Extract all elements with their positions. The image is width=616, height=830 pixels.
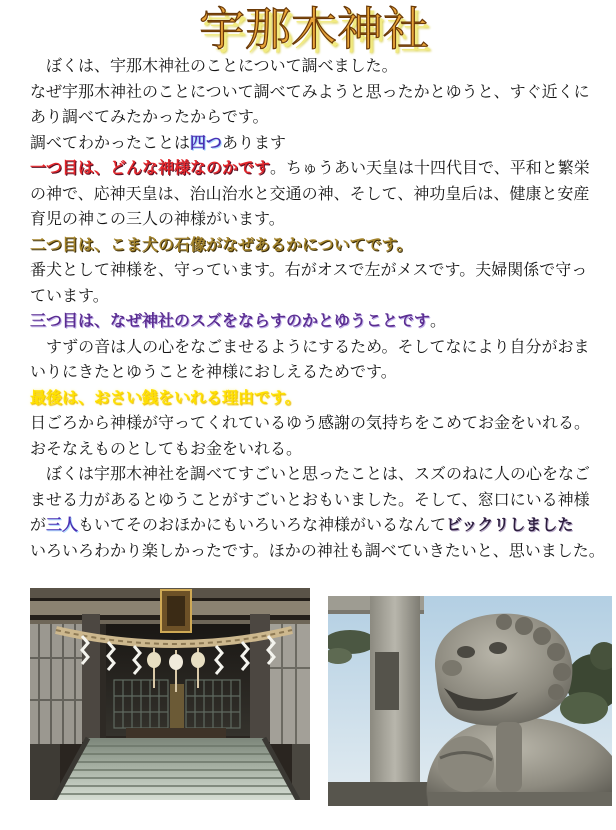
finding-3-heading-end: 。: [430, 311, 447, 330]
findings-count: 四つ: [190, 132, 223, 152]
conclusion-count-emphasis: 三人: [46, 515, 79, 534]
finding-2-text: ています。: [30, 285, 109, 305]
page-title: 宇那木神社: [199, 2, 429, 56]
finding-3-heading-line: [30, 308, 612, 334]
findings-summary-line: [30, 130, 612, 156]
conclusion-line: [30, 461, 612, 487]
motive-text: なぜ宇那木神社のことについて調べてみようと思ったかとゆうと、すぐ近くに: [30, 81, 590, 101]
ground: [328, 782, 438, 806]
finding-3-text: いりにきたとゆうことを神様におしえるためです。: [30, 362, 397, 381]
finding-3-text: すずの音は人の心をなごませるようにするため。そしてなにより自分がおま: [30, 336, 590, 356]
conclusion-line: [30, 487, 612, 513]
conclusion-text: が: [30, 515, 47, 534]
finding-2-text: 番犬として神様を、守っています。右がオスで左がメスです。夫婦関係で守っ: [30, 260, 588, 279]
finding-4-line: [30, 410, 612, 436]
conclusion-text: もいてそのおほかにもいろいろな神様がいるなんて: [78, 515, 447, 534]
conclusion-line: [30, 538, 612, 564]
finding-1-line: [30, 181, 612, 207]
finding-1-text: 育児の神この三人の神様がいます。: [30, 209, 285, 228]
finding-3-line: [30, 359, 612, 385]
komainu-photo: [328, 596, 612, 806]
finding-1-text: の神で、応神天皇は、治山治水と交通の神、そして、神功皇后は、健康と安産: [30, 183, 590, 203]
finding-3-heading: 三つ目は、なぜ神社のスズをならすのかとゆうことです: [30, 311, 431, 330]
intro-line: [30, 53, 612, 79]
motive-line: [30, 104, 612, 130]
motive-text: あり調べてみたかったからです。: [30, 107, 269, 126]
finding-1-line: [30, 206, 612, 232]
finding-4-line: [30, 436, 612, 462]
conclusion-surprise-emphasis: ビックリしました: [446, 515, 574, 534]
shrine-photo: [30, 588, 310, 800]
intro-text: ぼくは、宇那木神社のことについて調べました。: [30, 56, 398, 75]
stone-steps: [54, 738, 298, 800]
conclusion-text: いろいろわかり楽しかったです。ほかの神社も調べていきたいと、思いました。: [30, 540, 605, 560]
finding-4-text: 日ごろから神様が守ってくれているゆう感謝の気持ちをこめてお金をいれる。: [30, 413, 591, 432]
finding-2-heading-line: [30, 232, 612, 258]
conclusion-line: [30, 512, 612, 538]
finding-4-heading-line: [30, 385, 612, 411]
report-body: [30, 53, 612, 563]
finding-1-heading: 一つ目は、どんな神様なのかです: [30, 158, 271, 177]
conclusion-text: ませる力があるとゆうことがすごいとおもいました。そして、窓口にいる神様: [30, 489, 590, 509]
finding-4-text: おそなえものとしてもお金をいれる。: [30, 438, 303, 458]
finding-2-line: [30, 257, 612, 283]
finding-1-line: [30, 155, 612, 181]
finding-3-line: [30, 334, 612, 360]
finding-1-text: 。ちゅうあい天皇は十四代目で、平和と繁栄: [270, 158, 590, 177]
finding-2-line: [30, 283, 612, 309]
finding-4-heading: 最後は、おさい銭をいれる理由です。: [30, 387, 301, 407]
conclusion-text: ぼくは宇那木神社を調べてすごいと思ったことは、スズのねに人の心をなご: [30, 464, 591, 483]
findings-summary-text: あります: [222, 132, 287, 152]
findings-summary-text: 調べてわかったことは: [30, 132, 191, 152]
finding-2-heading: 二つ目は、こま犬の石像がなぜあるかについてです。: [30, 234, 413, 254]
motive-line: [30, 79, 612, 105]
shrine-plaque: [161, 590, 191, 632]
